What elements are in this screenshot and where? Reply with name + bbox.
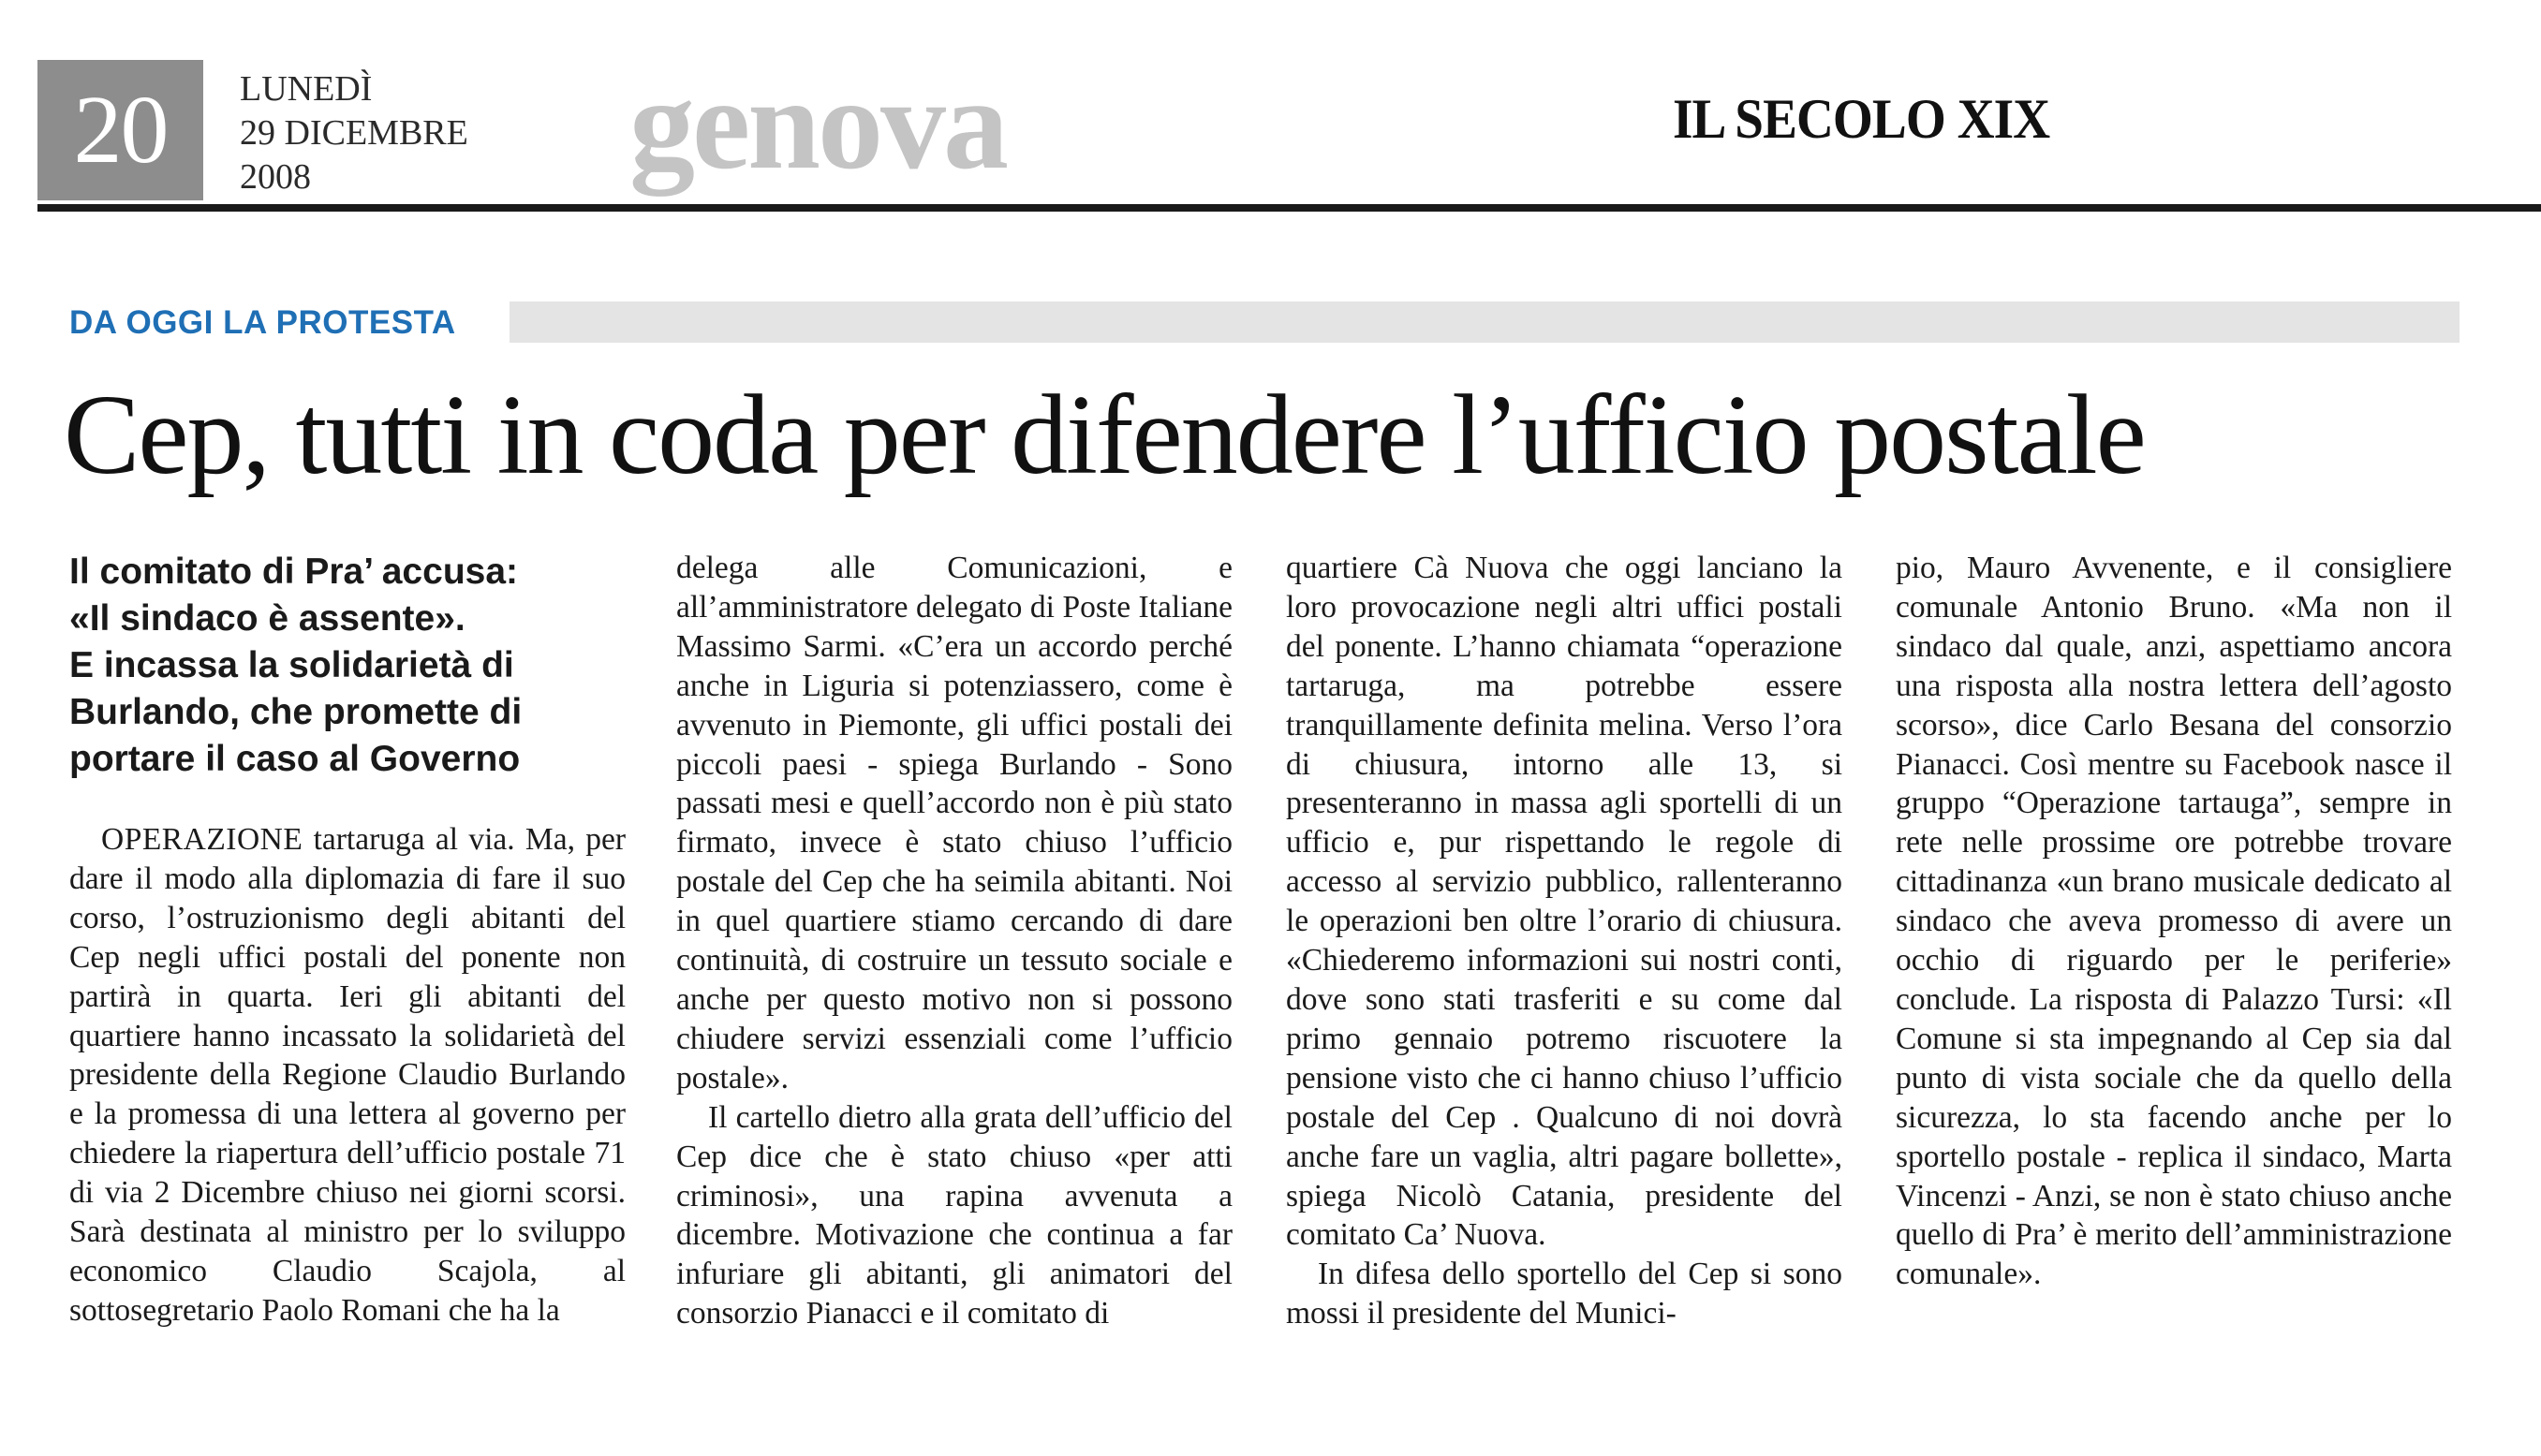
- section-title: genova: [629, 51, 1006, 197]
- dateline-year: 2008: [240, 157, 311, 197]
- subhead-line: «Il sindaco è assente».: [69, 598, 465, 639]
- body-paragraph: Il cartello dietro alla grata dell’ufficio del Cep dice che è stato chiuso «per atti criminosi», una rapina avvenuta a dicembre. Motivazione che continua a far infuriare gli abitanti, gli animatori del consorzio Pianacci e il comitato di: [676, 1099, 1233, 1331]
- body-paragraph: quartiere Cà Nuova che oggi lanciano la loro provocazione negli altri uffici postali del ponente. L’hanno chiamata “operazione tartaruga, ma potrebbe essere tranquillamente definita melina. Verso l’ora di chiusura, intorno alle 13, si presenteranno in massa agli sportelli di un ufficio e, pur rispettando le regole di accesso al servizio pubblico, rallenteranno le operazioni ben oltre l’orario di chiusura. «Chiederemo informazioni sui nostri conti, dove sono stati trasferiti e su come dal primo gennaio potremo riscuotere la pensione visto che ci hanno chiuso l’ufficio postale del Cep . Qualcuno di noi dovrà anche fare un vaglia, altri pagare bollette», spiega Nicolò Catania, presidente del comitato Ca’ Nuova.: [1286, 551, 1842, 1253]
- subhead-line: portare il caso al Governo: [69, 739, 521, 779]
- dateline-weekday: LUNEDÌ: [240, 69, 373, 109]
- subhead-line: E incassa la solidarietà di: [69, 645, 514, 685]
- body-paragraph: pio, Mauro Avvenente, e il consigliere comunale Antonio Bruno. «Ma non il sindaco dal quale, anzi, aspettiamo ancora una risposta alla nostra lettera dell’agosto scorso», dice Carlo Besana del consorzio Pianacci. Così mentre su Facebook nasce il gruppo “Operazione tartauga”, sempre in rete nelle prossime ore potrebbe trovare cittadinanza «un brano musicale dedicato al sindaco che aveva promesso di avere un occhio di riguardo per le periferie» conclude. La risposta di Palazzo Tursi: «Il Comune si sta impegnando al Cep sia dal punto di vista sociale che da quello della sicurezza, lo sta facendo anche per lo sportello postale - replica il sindaco, Marta Vincenzi - Anzi, se non è stato chiuso anche quello di Pra’ è merito dell’amministrazione comunale».: [1896, 551, 2452, 1292]
- body-paragraph: delega alle Comunicazioni, e all’amministratore delegato di Poste Italiane Massimo Sarmi. «C’era un accordo perché anche in Liguria si potenziassero, come è avvenuto in Piemonte, gli uffici postali dei piccoli paesi - spiega Burlando - Sono passati mesi e quell’accordo non è più stato firmato, invece è stato chiuso l’ufficio postale del Cep che ha seimila abitanti. Noi in quel quartiere stiamo cercando di dare continuità, di costruire un tessuto sociale e anche per questo motivo non si possono chiudere servizi essenziali come l’ufficio postale».: [676, 551, 1233, 1096]
- dateline: [240, 67, 468, 199]
- kicker: DA OGGI LA PROTESTA: [69, 304, 456, 341]
- subhead-line: Burlando, che promette di: [69, 692, 523, 732]
- newspaper-logo: IL SECOLO XIX: [1673, 88, 2050, 150]
- subhead: [69, 549, 631, 783]
- masthead-rule: [37, 204, 2541, 212]
- dateline-day-month: 29 DICEMBRE: [240, 113, 468, 153]
- body-paragraph: [69, 820, 626, 1331]
- paragraph-text: tartaruga al via. Ma, per dare il modo alla diplomazia di fare il suo corso, l’ostruzionismo degli abitanti del Cep negli uffici postali del ponente non partirà in quarta. Ieri gli abitanti del quartiere hanno incassato la solidarietà del presidente della Regione Claudio Burlando e la promessa di una lettera al governo per chiedere la riapertura dell’ufficio postale 71 di via 2 Dicembre chiuso nei giorni scorsi. Sarà destinata al ministro per lo sviluppo economico Claudio Scajola, al sottosegretario Paolo Romani che ha la: [69, 822, 626, 1328]
- body-column-4: [1896, 549, 2452, 1294]
- body-column-3: [1286, 549, 1842, 1333]
- body-column-2: [676, 549, 1233, 1333]
- kicker-bar: [510, 301, 2460, 343]
- lead-word: OPERAZIONE: [101, 822, 303, 857]
- headline: Cep, tutti in coda per difendere l’ufficio postale: [64, 372, 2145, 498]
- subhead-line: Il comitato di Pra’ accusa:: [69, 552, 519, 592]
- body-column-1: [69, 820, 626, 1331]
- page-number: 20: [37, 60, 203, 200]
- body-paragraph: In difesa dello sportello del Cep si sono mossi il presidente del Munici-: [1286, 1257, 1842, 1331]
